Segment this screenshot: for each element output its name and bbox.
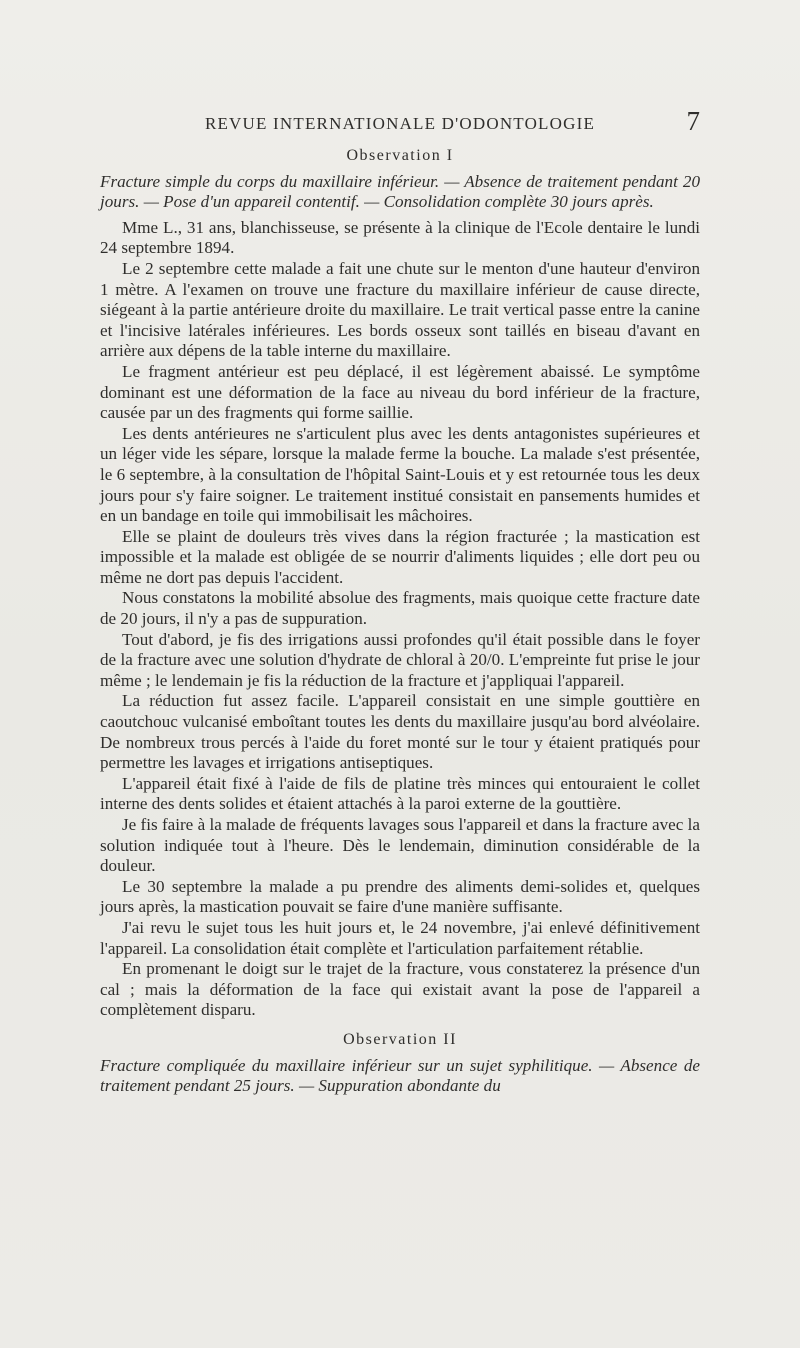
- paragraph: Les dents antérieures ne s'articulent plus avec les dents antagonistes supérieures et un léger vide les sépare, lorsque la malade ferme la bouche. La malade s'est présentée, le 6 septembre, à la consultation de l'hôpital Saint-Louis et y est retournée tous les deux jours pour s'y faire soigner. Le traitement institué consistait en pansements humides et en un bandage en toile qui immobilisait les mâchoires.: [100, 423, 700, 526]
- paragraph: Nous constatons la mobilité absolue des fragments, mais quoique cette fracture date de 20 jours, il n'y a pas de suppuration.: [100, 588, 700, 629]
- paragraph: Le fragment antérieur est peu déplacé, il est légèrement abaissé. Le symptôme dominant est une déformation de la face au niveau du bord inférieur de la fracture, causée par un des fragments qui forme saillie.: [100, 361, 700, 423]
- article-body: [100, 146, 700, 1102]
- observation-2-title: Fracture compliquée du maxillaire inférieur sur un sujet syphilitique. — Absence de traitement pendant 25 jours. — Suppuration abondante du: [100, 1055, 700, 1096]
- paragraph: J'ai revu le sujet tous les huit jours et, le 24 novembre, j'ai enlevé définitivement l'appareil. La consolidation était complète et l'articulation parfaitement rétablie.: [100, 917, 700, 958]
- paragraph: Je fis faire à la malade de fréquents lavages sous l'appareil et dans la fracture avec la solution indiquée tout à l'heure. Dès le lendemain, diminution considérable de la douleur.: [100, 815, 700, 876]
- page-number: 7: [686, 106, 700, 136]
- observation-2-heading: Observation II: [343, 1030, 457, 1048]
- running-header: [100, 106, 700, 140]
- paragraph: L'appareil était fixé à l'aide de fils de platine très minces qui entouraient le collet interne des dents solides et étaient attachés à la paroi externe de la gouttière.: [100, 773, 700, 814]
- paragraph: En promenant le doigt sur le trajet de la fracture, vous constaterez la présence d'un cal ; mais la déformation de la face qui existait avant la pose de l'appareil a complètement disparu.: [100, 959, 700, 1020]
- paragraph: Elle se plaint de douleurs très vives dans la région fracturée ; la mastication est impossible et la malade est obligée de se nourrir d'aliments liquides ; elle dort peu ou même ne dort pas depuis l'accident.: [100, 526, 700, 587]
- observation-1-title: Fracture simple du corps du maxillaire inférieur. — Absence de traitement pendant 20 jours. — Pose d'un appareil contentif. — Consolidation complète 30 jours après.: [100, 171, 700, 212]
- observation-1-heading: Observation I: [346, 147, 454, 164]
- paragraph: Le 2 septembre cette malade a fait une chute sur le menton d'une hauteur d'environ 1 mètre. A l'examen on trouve une fracture du maxillaire inférieur de cause directe, siégeant à la partie antérieure droite du maxillaire. Le trait vertical passe entre la canine et l'incisive latérales inférieures. Les bords osseux sont taillés en biseau d'avant en arrière aux dépens de la table interne du maxillaire.: [100, 258, 700, 361]
- paragraph: Mme L., 31 ans, blanchisseuse, se présente à la clinique de l'Ecole dentaire le lundi 24 septembre 1894.: [100, 217, 700, 258]
- paragraph: Tout d'abord, je fis des irrigations aussi profondes qu'il était possible dans le foyer de la fracture avec une solution d'hydrate de chloral à 20/0. L'empreinte fut prise le jour même ; le lendemain je fis la réduction de la fracture et j'appliquai l'appareil.: [100, 629, 700, 690]
- journal-title: REVUE INTERNATIONALE D'ODONTOLOGIE: [204, 114, 596, 133]
- paragraph: La réduction fut assez facile. L'appareil consistait en une simple gouttière en caoutchouc vulcanisé emboîtant toutes les dents du maxillaire jusqu'au bord alvéolaire. De nombreux trous percés à l'aide du foret monté sur le tour y étaient pratiqués pour permettre les lavages et irrigations antiseptiques.: [100, 691, 700, 773]
- paragraph: Le 30 septembre la malade a pu prendre des aliments demi-solides et, quelques jours après, la mastication pouvait se faire d'une manière suffisante.: [100, 876, 700, 917]
